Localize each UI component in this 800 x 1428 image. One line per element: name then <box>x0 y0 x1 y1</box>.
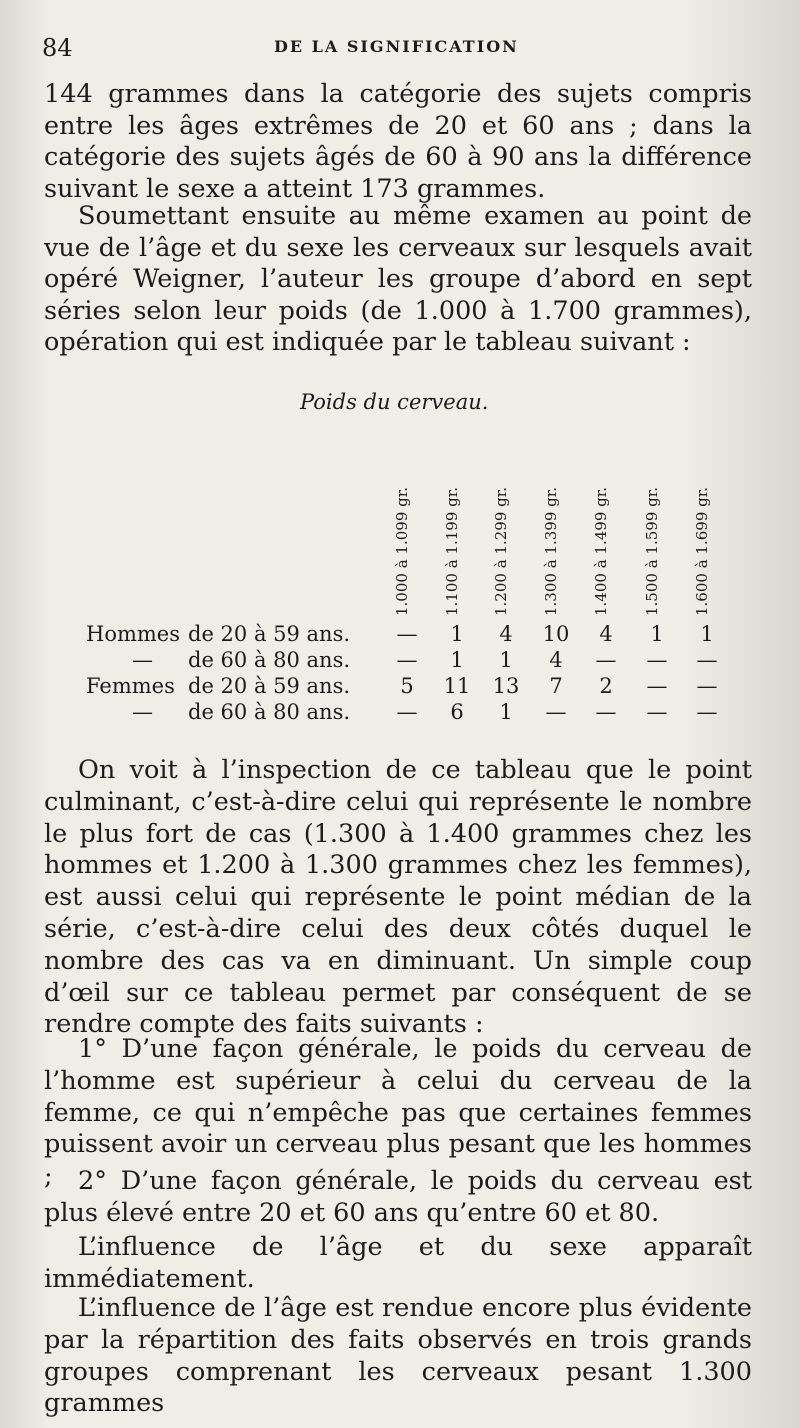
column-header: 1.300 à 1.399 gr. <box>542 486 560 616</box>
table-cell: 1 <box>499 648 513 672</box>
page-number: 84 <box>42 34 73 62</box>
table-caption: Poids du cerveau. <box>300 390 489 414</box>
table-cell: 2 <box>599 674 613 698</box>
table-cell: 6 <box>450 700 464 724</box>
row-ages: de 20 à 59 ans. <box>188 674 351 698</box>
table-cell: — <box>646 674 668 698</box>
table-cell: 4 <box>549 648 563 672</box>
row-ages: de 60 à 80 ans. <box>188 648 351 672</box>
table-cell: — <box>696 700 718 724</box>
table-cell: 1 <box>700 622 714 646</box>
running-title: DE LA SIGNIFICATION <box>274 37 519 56</box>
row-ages: de 60 à 80 ans. <box>188 700 351 724</box>
paragraph-7: L’influence de l’âge est rendue encore plus évidente par la répartition des faits observés en trois grands groupes comprenant les cerveaux pesant 1.300 grammes <box>44 1293 752 1419</box>
row-sex: Hommes <box>86 622 180 646</box>
table-cell: — <box>696 674 718 698</box>
paragraph-2: Soumettant ensuite au même examen au point de vue de l’âge et du sexe les cerveaux sur lesquels avait opéré Weigner, l’auteur les groupe d’abord en sept séries selon leur poids (de 1.000 à 1.700 grammes), opération qui est indiquée par le tableau suivant : <box>44 201 752 357</box>
table-cell: 10 <box>542 622 570 646</box>
row-sex: — <box>132 700 153 724</box>
row-sex: — <box>132 648 153 672</box>
column-header: 1.400 à 1.499 gr. <box>592 486 610 616</box>
table-row-label <box>86 700 351 724</box>
table-cell: — <box>696 648 718 672</box>
table-cell: 1 <box>499 700 513 724</box>
table-cell: 1 <box>650 622 664 646</box>
table-cell: — <box>595 700 617 724</box>
paragraph-3: On voit à l’inspection de ce tableau que le point culminant, c’est-à-dire celui qui représente le nombre le plus fort de cas (1.300 à 1.400 grammes chez les hommes et 1.200 à 1.300 grammes chez les femmes), est aussi celui qui représente le point médian de la série, c’est-à-dire celui des deux côtés duquel le nombre des cas va en diminuant. Un simple coup d’œil sur ce tableau permet par conséquent de se rendre compte des faits suivants : <box>44 755 752 1040</box>
table-cell: — <box>396 700 418 724</box>
table-cell: 7 <box>549 674 563 698</box>
column-header: 1.600 à 1.699 gr. <box>693 486 711 616</box>
table-cell: — <box>396 622 418 646</box>
column-header: 1.100 à 1.199 gr. <box>443 486 461 616</box>
table-cell: — <box>646 648 668 672</box>
paragraph-5: 2° D’une façon générale, le poids du cerveau est plus élevé entre 20 et 60 ans qu’entre 60 et 80. <box>44 1166 752 1228</box>
row-ages: de 20 à 59 ans. <box>188 622 351 646</box>
table-cell: 5 <box>400 674 414 698</box>
table-row-label <box>86 674 351 698</box>
paragraph-6: L’influence de l’âge et du sexe apparaît immédiatement. <box>44 1232 752 1294</box>
column-header: 1.200 à 1.299 gr. <box>492 486 510 616</box>
table-row-label <box>86 648 351 672</box>
table-cell: 4 <box>599 622 613 646</box>
column-header: 1.000 à 1.099 gr. <box>393 486 411 616</box>
paragraph-1: 144 grammes dans la catégorie des sujets compris entre les âges extrêmes de 20 et 60 ans ; dans la catégorie des sujets âgés de 60 à 90 ans la différence suivant le sexe a atteint 173 grammes. <box>44 79 752 204</box>
table-cell: — <box>595 648 617 672</box>
table-cell: 4 <box>499 622 513 646</box>
page-header <box>42 34 760 64</box>
row-sex: Femmes <box>86 674 175 698</box>
table-cell: — <box>646 700 668 724</box>
table-cell: — <box>396 648 418 672</box>
table-cell: 13 <box>492 674 520 698</box>
table-row-label <box>86 622 351 646</box>
paragraph-4: 1° D’une façon générale, le poids du cerveau de l’homme est supérieur à celui du cerveau de la femme, ce qui n’empêche pas que certaines femmes puissent avoir un cerveau plus pesant que les hommes ; <box>44 1034 752 1192</box>
column-header: 1.500 à 1.599 gr. <box>643 486 661 616</box>
table-cell: — <box>545 700 567 724</box>
table-cell: 11 <box>443 674 471 698</box>
table-cell: 1 <box>450 622 464 646</box>
table-cell: 1 <box>450 648 464 672</box>
